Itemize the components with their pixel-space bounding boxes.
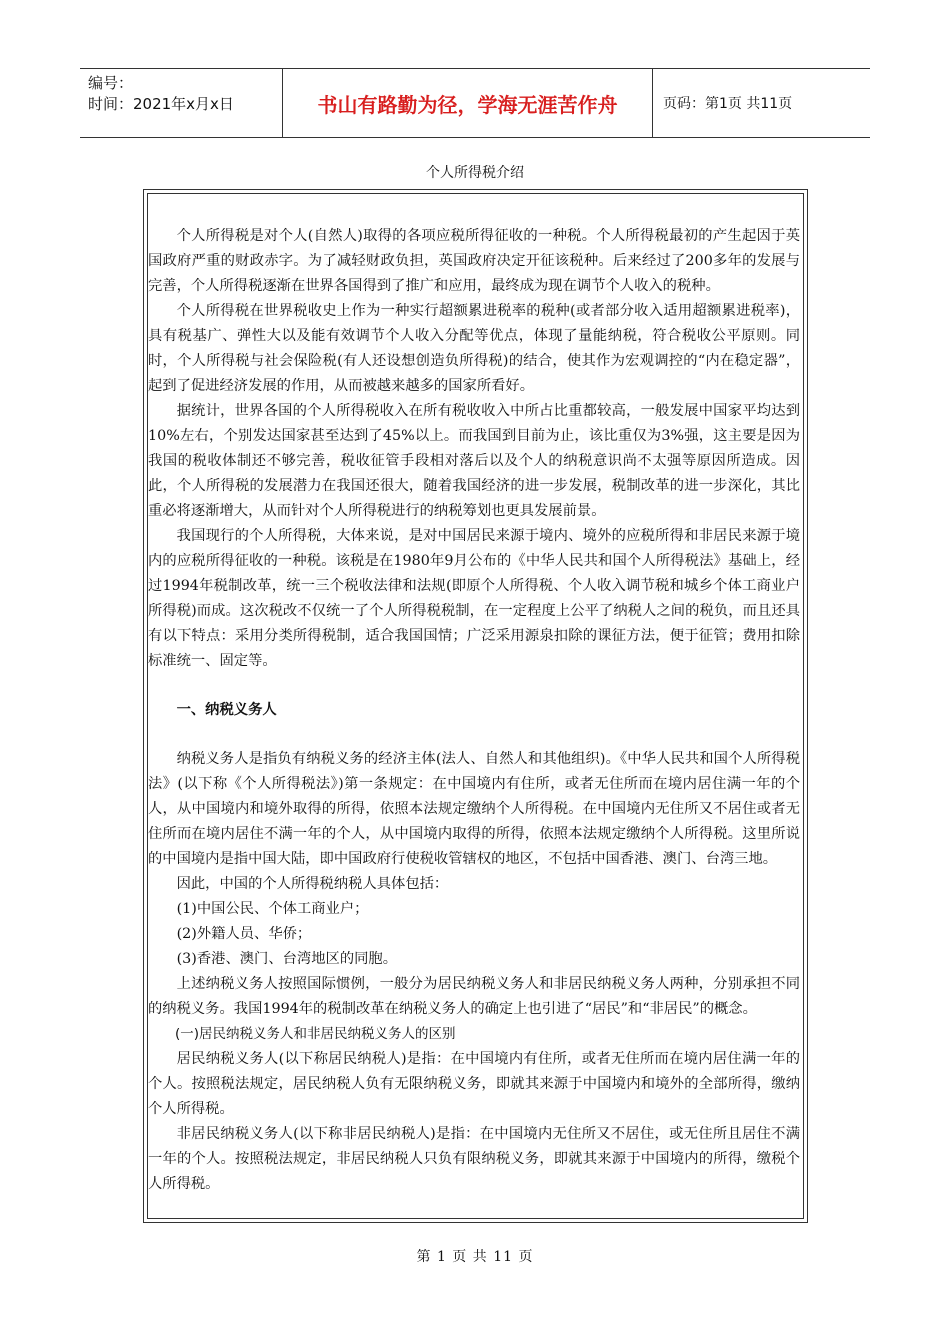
section-heading: 一、纳税义务人 (176, 702, 277, 718)
header-page-info: 页码：第1页 共11页 (663, 96, 793, 112)
header-meta (80, 69, 283, 137)
paragraph: 上述纳税义务人按照国际惯例，一般分为居民纳税义务人和非居民纳税义务人两种，分别承担不同的纳税义务。我国1994年的税制改革在纳税义务人的确定上也引进了“居民”和“非居民”的概念。 (148, 976, 800, 1017)
list-item: (1)中国公民、个体工商业户； (176, 901, 369, 917)
spacer (148, 723, 800, 747)
time-label: 时间：2021年x月x日 (88, 95, 234, 113)
document-body (148, 224, 800, 1197)
paragraph: 我国现行的个人所得税，大体来说，是对中国居民来源于境内、境外的应税所得和非居民来源于境内的应税所得征收的一种税。该税是在1980年9月公布的《中华人民共和国个人所得税法》基础上，经过1994年税制改革，统一三个税收法律和法规(即原个人所得税、个人收入调节税和城乡个体工商业户所得税)而成。这次税改不仅统一了个人所得税税制，在一定程度上公平了纳税人之间的税负，而且还具有以下特点：采用分类所得税制，适合我国国情；广泛采用源泉扣除的课征方法，便于征管；费用扣除标准统一、固定等。 (148, 528, 800, 669)
document-title: 个人所得税介绍 (426, 165, 524, 181)
list-item: (3)香港、澳门、台湾地区的同胞。 (176, 951, 398, 967)
paragraph: 个人所得税在世界税收史上作为一种实行超额累进税率的税种(或者部分收入适用超额累进税率)，具有税基广、弹性大以及能有效调节个人收入分配等优点，体现了量能纳税，符合税收公平原则。同时，个人所得税与社会保险税(有人还设想创造负所得税)的结合，使其作为宏观调控的“内在稳定器”，起到了促进经济发展的作用，从而被越来越多的国家所看好。 (148, 303, 800, 394)
paragraph: 纳税义务人是指负有纳税义务的经济主体(法人、自然人和其他组织)。《中华人民共和国个人所得税法》(以下称《个人所得税法》)第一条规定：在中国境内有住所，或者无住所而在境内居住满一年的个人，从中国境内和境外取得的所得，依照本法规定缴纳个人所得税。在中国境内无住所又不居住或者无住所而在境内居住不满一年的个人，从中国境内取得的所得，依照本法规定缴纳个人所得税。这里所说的中国境内是指中国大陆，即中国政府行使税收管辖权的地区，不包括中国香港、澳门、台湾三地。 (148, 751, 800, 867)
paragraph: 居民纳税义务人(以下称居民纳税人)是指：在中国境内有住所，或者无住所而在境内居住满一年的个人。按照税法规定，居民纳税人负有无限纳税义务，即就其来源于中国境内和境外的全部所得，缴纳个人所得税。 (148, 1051, 800, 1117)
paragraph: 据统计，世界各国的个人所得税收入在所有税收收入中所占比重都较高，一般发展中国家平均达到10%左右，个别发达国家甚至达到了45%以上。而我国到目前为止，该比重仅为3%强，这主要是因为我国的税收体制还不够完善，税收征管手段相对落后以及个人的纳税意识尚不太强等原因所造成。因此，个人所得税的发展潜力在我国还很大，随着我国经济的进一步发展，税制改革的进一步深化，其比重必将逐渐增大，从而针对个人所得税进行的纳税筹划也更具发展前景。 (148, 403, 800, 519)
spacer (148, 674, 800, 698)
list-item: (2)外籍人员、华侨； (176, 926, 312, 942)
page-header (80, 68, 870, 138)
number-label: 编号： (88, 74, 134, 92)
paragraph: 个人所得税是对个人(自然人)取得的各项应税所得征收的一种税。个人所得税最初的产生起因于英国政府严重的财政赤字。为了减轻财政负担，英国政府决定开征该税种。后来经过了200多年的发展与完善，个人所得税逐渐在世界各国得到了推广和应用，最终成为现在调节个人收入的税种。 (148, 228, 800, 294)
header-motto: 书山有路勤为径，学海无涯苦作舟 (283, 69, 653, 137)
subsection-heading: (一)居民纳税义务人和非居民纳税义务人的区别 (175, 1026, 456, 1042)
paragraph: 非居民纳税义务人(以下称非居民纳税人)是指：在中国境内无住所又不居住，或无住所且居住不满一年的个人。按照税法规定，非居民纳税人只负有限纳税义务，即就其来源于中国境内的所得，缴税个人所得税。 (148, 1126, 800, 1192)
page-footer: 第 1 页 共 11 页 (416, 1249, 534, 1265)
paragraph: 因此，中国的个人所得税纳税人具体包括： (176, 876, 449, 892)
